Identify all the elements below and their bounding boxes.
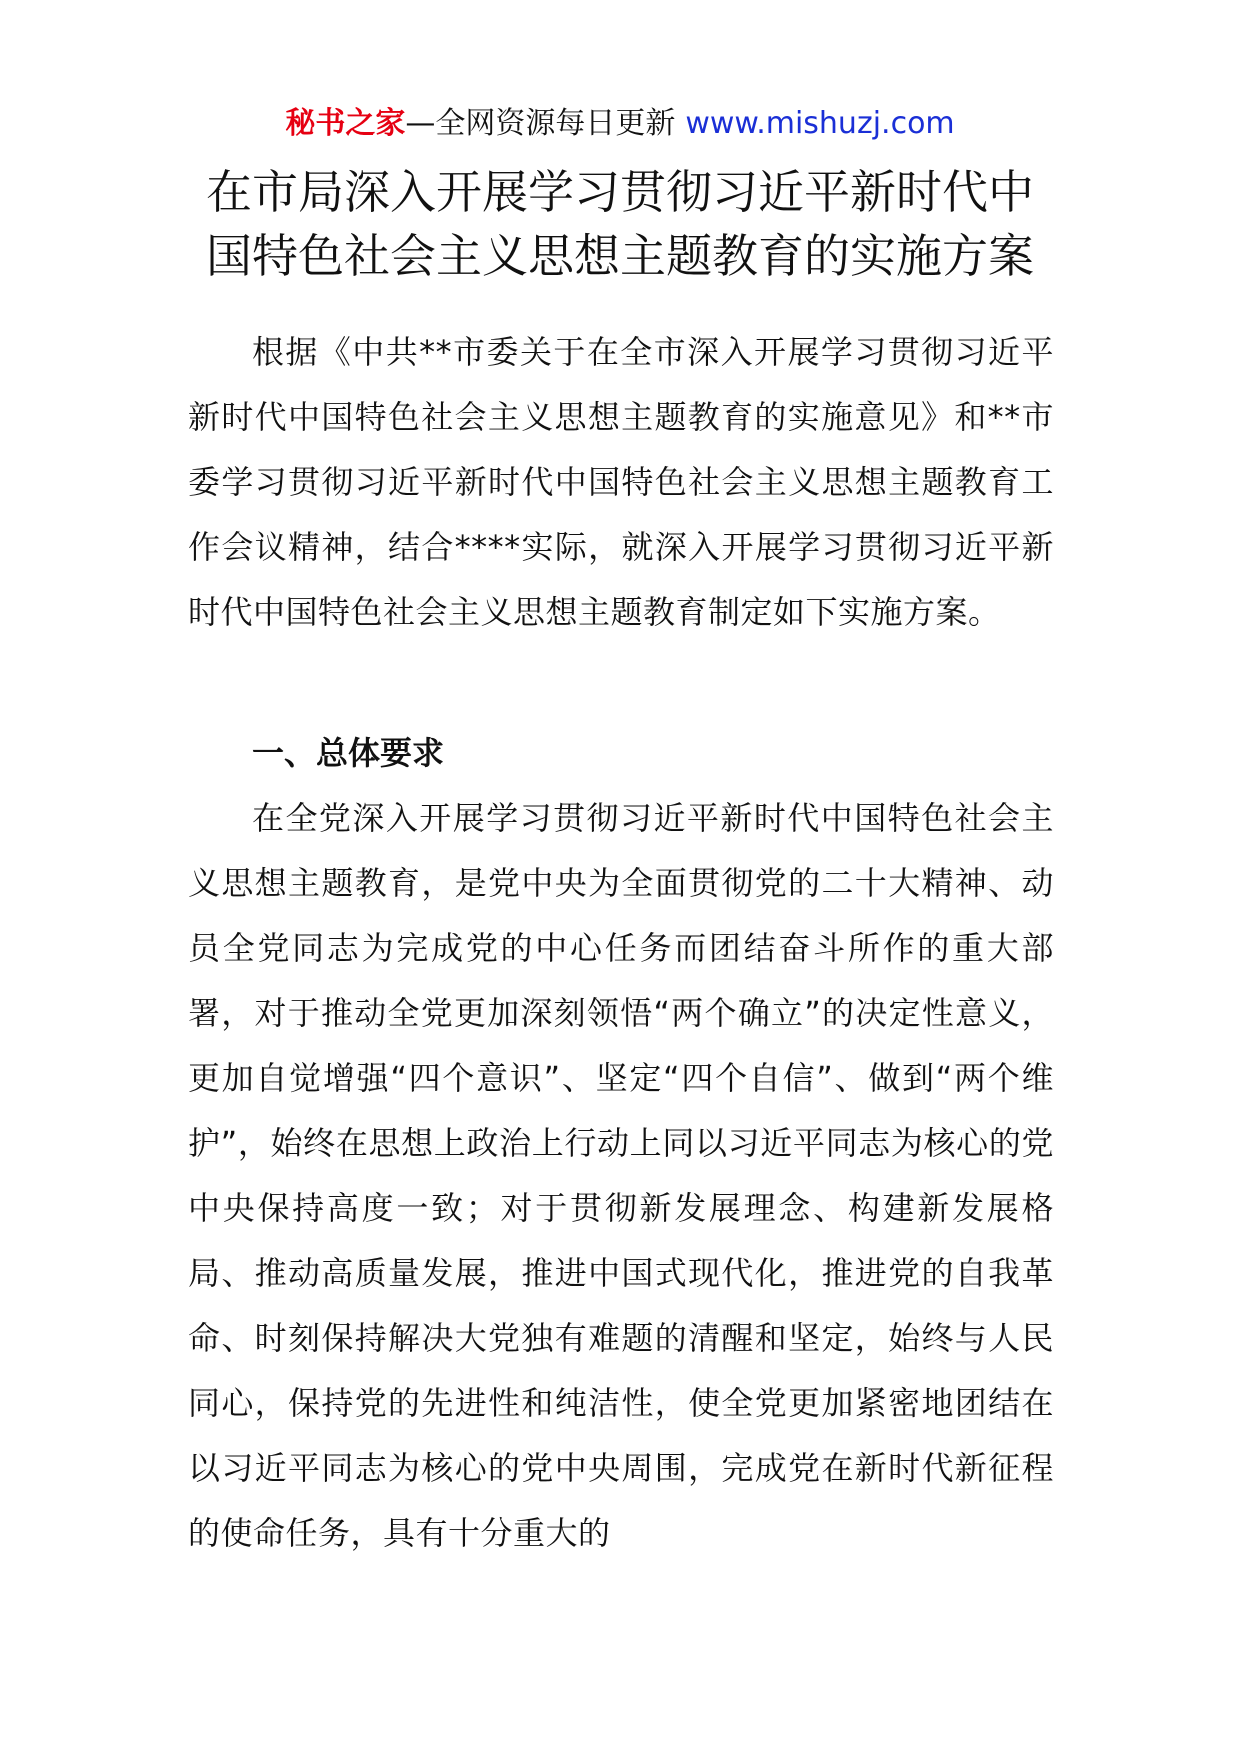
intro-paragraph: 根据《中共**市委关于在全市深入开展学习贯彻习近平新时代中国特色社会主义思想主题教育的实施意见》和**市委学习贯彻习近平新时代中国特色社会主义思想主题教育工作会议精神，结合****实际，就深入开展学习贯彻习近平新时代中国特色社会主义思想主题教育制定如下实施方案。 [188,333,1054,631]
watermark-banner [0,100,1240,148]
banner-url: www.mishuzj.com [685,106,955,141]
banner-slogan: —全网资源每日更新 [405,106,676,141]
title-line-1: 在市局深入开展学习贯彻习近平新时代中 [206,165,1034,219]
document-title [150,160,1090,288]
section-body-paragraph: 在全党深入开展学习贯彻习近平新时代中国特色社会主义思想主题教育，是党中央为全面贯彻党的二十大精神、动员全党同志为完成党的中心任务而团结奋斗所作的重大部署，对于推动全党更加深刻领悟“两个确立”的决定性意义，更加自觉增强“四个意识”、坚定“四个自信”、做到“两个维护”，始终在思想上政治上行动上同以习近平同志为核心的党中央保持高度一致；对于贯彻新发展理念、构建新发展格局、推动高质量发展，推进中国式现代化，推进党的自我革命、时刻保持解决大党独有难题的清醒和坚定，始终与人民同心，保持党的先进性和纯洁性，使全党更加紧密地团结在以习近平同志为核心的党中央周围，完成党在新时代新征程的使命任务，具有十分重大的 [188,799,1054,1552]
banner-brand: 秘书之家 [285,106,406,141]
section-heading: 一、总体要求 [252,734,445,772]
title-line-2: 国特色社会主义思想主题教育的实施方案 [206,229,1034,283]
